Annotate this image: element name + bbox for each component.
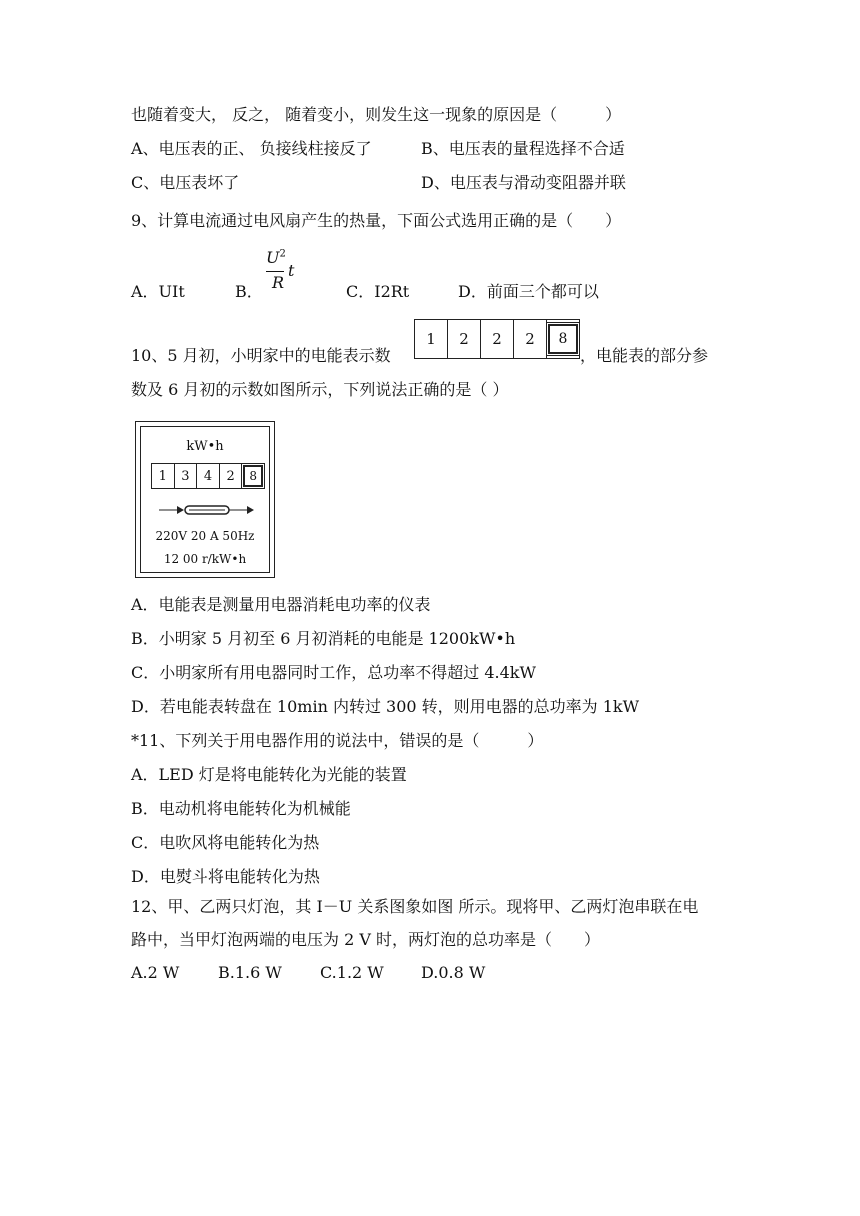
reading-digit: 2 [448,320,481,358]
q10-stem-line2: 数及 6 月初的示数如图所示，下列说法正确的是（ ） [131,380,509,399]
q11-option-a: A．LED 灯是将电能转化为光能的装置 [131,765,407,784]
meter-digit: 1 [152,464,175,488]
initial-meter-reading [414,319,580,359]
q10-option-b: B．小明家 5 月初至 6 月初消耗的电能是 1200kW•h [131,629,516,648]
q10-option-d: D．若电能表转盘在 10min 内转过 300 转，则用电器的总功率为 1kW [131,697,640,716]
q9-option-b: B． [235,282,263,301]
reading-digit: 2 [514,320,547,358]
q12-option-a: A.2 W [131,963,180,982]
q11-option-d: D．电熨斗将电能转化为热 [131,867,320,886]
meter-decimal-digit: 8 [242,464,264,488]
q11-stem: *11、下列关于用电器作用的说法中，错误的是（ ） [131,731,544,750]
rotor-disc-icon [157,503,257,517]
formula-denominator: R [272,273,285,292]
q12-option-b: B.1.6 W [218,963,282,982]
q8-option-d: D、电压表与滑动变阻器并联 [421,173,626,192]
reading-decimal-digit: 8 [547,320,579,358]
q8-stem: 也随着变大， 反之， 随着变小，则发生这一现象的原因是（ ） [131,105,622,124]
q8-option-c: C、电压表坏了 [131,173,240,192]
reading-digit: 1 [415,320,448,358]
q9-option-d: D．前面三个都可以 [458,282,599,301]
q9-option-a: A．UIt [131,282,185,301]
reading-digit: 2 [481,320,514,358]
q8-option-a: A、电压表的正、 负接线柱接反了 [131,139,372,158]
meter-unit: kW•h [186,439,224,454]
q12-option-d: D.0.8 W [421,963,486,982]
q12-option-c: C.1.2 W [320,963,384,982]
q9-stem: 9、计算电流通过电风扇产生的热量，下面公式选用正确的是（ ） [131,211,622,230]
q11-option-c: C．电吹风将电能转化为热 [131,833,320,852]
formula-factor: t [288,261,295,280]
q10-stem-part1: 10、5 月初，小明家中的电能表示数 [131,346,391,365]
fraction-bar [266,271,284,272]
q10-option-c: C．小明家所有用电器同时工作，总功率不得超过 4.4kW [131,663,536,682]
meter-digit-window [151,463,265,489]
meter-spec: 220V 20 A 50Hz [155,529,255,543]
q8-option-b: B、电压表的量程选择不合适 [421,139,625,158]
formula-numerator: $U^2$ [266,248,286,267]
q10-stem-part2: ，电能表的部分参 [580,346,709,365]
q10-option-a: A．电能表是测量用电器消耗电功率的仪表 [131,595,431,614]
energy-meter-figure [135,421,275,578]
q11-option-b: B．电动机将电能转化为机械能 [131,799,351,818]
q12-stem-line2: 路中，当甲灯泡两端的电压为 2 V 时，两灯泡的总功率是（ ） [131,930,600,949]
meter-panel [140,426,270,573]
meter-digit: 3 [175,464,198,488]
q12-stem-line1: 12、甲、乙两只灯泡，其 I－U 关系图象如图 所示。现将甲、乙两灯泡串联在电 [131,897,699,916]
q9-option-c: C．I2Rt [346,282,410,301]
meter-digit: 4 [197,464,220,488]
meter-digit: 2 [220,464,243,488]
meter-rate: 12 00 r/kW•h [163,552,247,566]
